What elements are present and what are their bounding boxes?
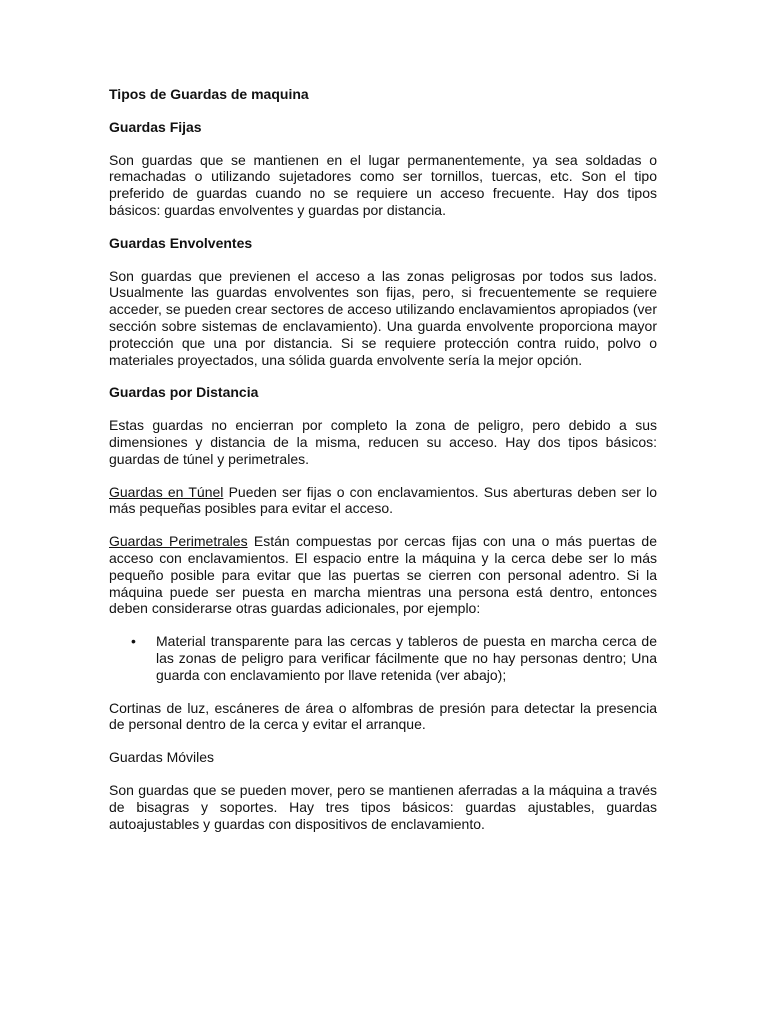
text-guardas-en-tunel: Pueden ser fijas o con enclavamientos. Sus aberturas deben ser lo más pequeñas posibles para evitar el acceso. [109, 483, 657, 517]
section-heading-guardas-fijas: Guardas Fijas [109, 118, 202, 135]
term-guardas-perimetrales: Guardas Perimetrales [109, 533, 248, 550]
paragraph-guardas-fijas: Son guardas que se mantienen en el lugar permanentemente, ya sea soldadas o remachadas o utilizando sujetadores como ser tornillos, tuercas, etc. Son el tipo preferido de guardas cuando no se requiere un acceso frecuente. Hay dos tipos básicos: guardas envolventes y guardas por distancia. [109, 151, 657, 218]
list-item [109, 633, 657, 683]
section-heading-guardas-envolventes: Guardas Envolventes [109, 234, 253, 251]
bullet-list [109, 633, 657, 683]
paragraph-guardas-en-tunel [109, 484, 657, 518]
term-guardas-en-tunel: Guardas en Túnel [109, 483, 224, 500]
document-title: Tipos de Guardas de maquina [109, 86, 309, 102]
section-heading-guardas-por-distancia: Guardas por Distancia [109, 384, 259, 401]
paragraph-guardas-perimetrales [109, 533, 657, 617]
text-guardas-perimetrales: Están compuestas por cercas fijas con una o más puertas de acceso con enclavamientos. El espacio entre la máquina y la cerca debe ser lo más pequeño posible para evitar que las puertas se cierren con personal adentro. Si la máquina puede ser puesta en marcha mientras una persona está dentro, entonces deben considerarse otras guardas adicionales, por ejemplo: [109, 533, 657, 617]
paragraph-cortinas-de-luz: Cortinas de luz, escáneres de área o alfombras de presión para detectar la presencia de personal dentro de la cerca y evitar el arranque. [109, 699, 657, 733]
document-page [109, 86, 657, 848]
paragraph-guardas-por-distancia: Estas guardas no encierran por completo la zona de peligro, pero debido a sus dimensiones y distancia de la misma, reducen su acceso. Hay dos tipos básicos: guardas de túnel y perimetrales. [109, 417, 657, 467]
paragraph-guardas-envolventes: Son guardas que previenen el acceso a las zonas peligrosas por todos sus lados. Usualmente las guardas envolventes son fijas, pero, si frecuentemente se requiere acceder, se pueden crear sectores de acceso utilizando enclavamientos apropiados (ver sección sobre sistemas de enclavamiento). Una guarda envolvente proporciona mayor protección que una por distancia. Si se requiere protección contra ruido, polvo o materiales proyectados, una sólida guarda envolvente sería la mejor opción. [109, 267, 657, 368]
paragraph-guardas-moviles: Son guardas que se pueden mover, pero se mantienen aferradas a la máquina a través de bisagras y soportes. Hay tres tipos básicos: guardas ajustables, guardas autoajustables y guardas con dispositivos de enclavamiento. [109, 781, 657, 832]
bullet-icon: • [131, 633, 136, 650]
list-item-text: Material transparente para las cercas y tableros de puesta en marcha cerca de las zonas de peligro para verificar fácilmente que no hay personas dentro; Una guarda con enclavamiento por llave retenida (ver abajo); [156, 633, 657, 683]
section-heading-guardas-moviles: Guardas Móviles [109, 749, 215, 766]
